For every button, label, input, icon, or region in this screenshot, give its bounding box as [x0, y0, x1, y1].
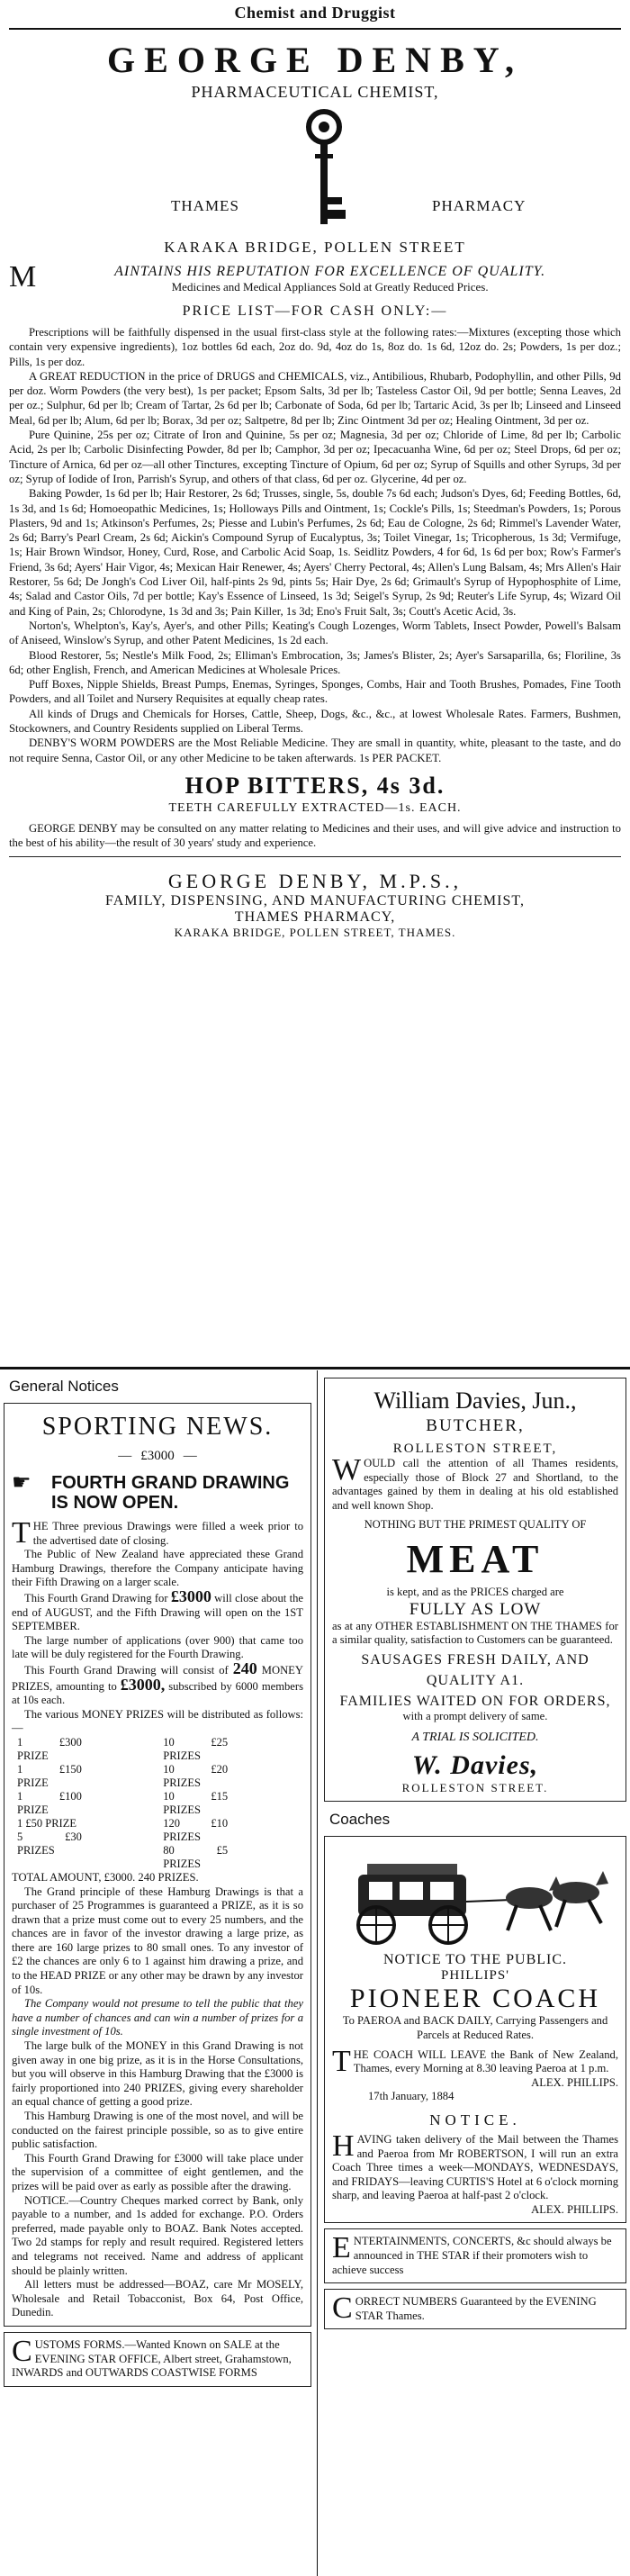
- sporting-paragraph: The large number of applications (over 900) that came too late will be duly registered for the Fourth Drawing.: [12, 1633, 303, 1661]
- hop-bitters-line: HOP BITTERS, 4s 3d.: [184, 772, 446, 799]
- drop-cap: T: [12, 1516, 31, 1550]
- prize-amount: — £3000 —: [118, 1449, 197, 1463]
- key-icon: [292, 107, 356, 233]
- drop-cap: C: [332, 2291, 353, 2326]
- mail-notice-signature: ALEX. PHILLIPS.: [531, 2202, 618, 2216]
- paragraph-text: will close about the end of AUGUST, and the Fifth Drawing will open on the 1ST SEPTEMBER.: [12, 1591, 303, 1633]
- sporting-title: SPORTING NEWS.: [41, 1413, 274, 1441]
- amount-text: £3000: [170, 1586, 212, 1605]
- paragraph-text: This Fourth Grand Drawing will consist of: [24, 1663, 229, 1677]
- paragraph-text: OULD call the attention of all Thames residents, especially those of Block 27 and Shortland, to the advantages gained by them in dealing at his old established and well known Shop.: [332, 1457, 618, 1512]
- prize-row: 120 £10 PRIZES: [163, 1816, 229, 1843]
- price-list-heading: PRICE LIST—FOR CASH ONLY:—: [182, 303, 448, 319]
- prize-column: [17, 1736, 152, 1871]
- customs-text: USTOMS FORMS.—Wanted Known on SALE at the EVENING STAR OFFICE, Albert street, Grahamstown, INWARDS and OUTWARDS COASTWISE FORMS: [12, 2337, 292, 2380]
- prize-row: 5 £30 PRIZES: [17, 1830, 82, 1857]
- left-column: [4, 1374, 311, 2392]
- maintains-text: AINTAINS HIS REPUTATION FOR EXCELLENCE OF QUALITY.: [114, 264, 546, 279]
- logo-left-label: THAMES: [171, 197, 239, 214]
- amount-text: £3000: [140, 1449, 175, 1463]
- price-paragraph: Baking Powder, 1s 6d per lb; Hair Restorer, 2s 6d; Trusses, single, 5s, double 7s 6d each; Judson's Dyes, 6d; Feeding Bottles, 6d, 1s 3d, and 1s 6d; Homoeopathic Medicines, 1s; Holloways Pills and Ointment, 1s; Cockle's Pills, 1s; Steedman's Powders, 1s; Porous Plasters, 9d and 1s; Atkinson's Perfumes, 2s; Piesse and Lubin's Perfumes, 2s 6d; Eau de Cologne, 2s 6d; Rimmel's Lavender Water, 2s 6d; Barry's Pearl Cream, 2s 6d; Aickin's Compound Syrup of Eucalyptus, 3s; Toilet Vinegar, 1s; Tricopherous, 1s 3d; Vermifuge, 1s; Hair Brown Windsor, Honey, Curd, Rose, and Carbolic Acid Soap, 1s. Seidlitz Powders, 4 for 6d, 1s 6d per box; Row's Farmer's Friend, 3s 6d; Ayers' Hair Vigor, 4s; Mexican Hair Renewer, 4s; Ayers' Cherry Pectoral, 4s; Allen's Lung Balsam, 4s; Mrs Allen's Hair Restorer, 5s 6d; De Jongh's Cod Liver Oil, half-pints 2s 9d, pints 5s; Hair Dye, 2s 6d; Grimault's Syrup of Hypophosphite of Lime, 4s; Salad and Castor Oils, 7d per bottle; Kay's Essence of Linseed, 1s 3d; Seigel's Syrup, 2s 9d; Reuter's Life Syrup, 4s; Wizard Oil and King of Pain, 2s; Chlorodyne, 1s 3d and 3s; Pain Killer, 1s 3d; Eno's Fruit Salt, 3s; Coutt's Acetic Acid, 3s.: [9, 487, 621, 618]
- prize-row: 10 £25 PRIZES: [163, 1735, 229, 1762]
- families-line: FAMILIES WAITED ON FOR ORDERS,: [339, 1693, 611, 1709]
- entertainments-text: NTERTAINMENTS, CONCERTS, &c should always be announced in THE STAR if their promoters wish to achieve success: [332, 2235, 612, 2276]
- butcher-name: William Davies, Jun.,: [374, 1387, 577, 1414]
- right-column: [324, 1374, 626, 2335]
- sporting-paragraph: The Grand principle of these Hamburg Drawings is that a purchaser of 25 Programmes is guaranteed a PRIZE, as it is so drawn that a prize must come out to every 25 numbers, and the chances are in favor of the investor drawing a large prize, as there are 160 large prizes to 80 small ones. To any investor of £2 the chances are only 6 to 1 against him drawing a prize, and to the HEAD PRIZE or any other may be drawn by any investor of 10s.: [12, 1885, 303, 1996]
- coach-signature: ALEX. PHILLIPS.: [531, 2075, 618, 2089]
- prize-row: 1 £300 PRIZE: [17, 1735, 82, 1762]
- price-paragraph: Prescriptions will be faithfully dispensed in the usual first-class style at the following rates:—Mixtures (excepting those which contain very expensive ingredients), 1oz bottles 6d each, 2oz do. 9d, 4oz do 1s, 8oz do. 1s 6d, 12oz do. 2s; Powders, 1s per doz.; Pills, 1s per doz.: [9, 326, 621, 368]
- signature-line: THAMES PHARMACY,: [234, 908, 396, 925]
- chemist-title: PHARMACEUTICAL CHEMIST,: [191, 83, 439, 101]
- paragraph-text: This Fourth Grand Drawing for: [24, 1591, 168, 1604]
- column-heading: Coaches: [329, 1811, 391, 1829]
- consult-paragraph: GEORGE DENBY may be consulted on any matter relating to Medicines and their uses, and will give advice and instruction to the best of his ability—the result of 30 years' study and experience.: [9, 821, 621, 850]
- sausages-line: SAUSAGES FRESH DAILY, AND: [361, 1651, 590, 1668]
- price-paragraph: All kinds of Drugs and Chemicals for Horses, Cattle, Sheep, Dogs, &c., &c., at lowest Wholesale Rates. Farmers, Bushmen, Stockowners, and Country Residents supplied on Liberal Terms.: [9, 707, 621, 736]
- prize-row: 1 £150 PRIZE: [17, 1762, 82, 1789]
- sporting-body: [12, 1516, 303, 2320]
- prize-row: 1 £100 PRIZE: [17, 1789, 82, 1816]
- signature-line: KARAKA BRIDGE, POLLEN STREET, THAMES.: [174, 925, 456, 939]
- prize-row: 10 £15 PRIZES: [163, 1789, 229, 1816]
- paragraph-text: MONEY PRIZES, amounting to: [12, 1663, 303, 1693]
- correct-numbers-ad: [324, 2289, 626, 2329]
- sporting-news-ad: [4, 1403, 311, 2327]
- divider: [9, 856, 621, 857]
- sporting-paragraph: The Public of New Zealand have appreciated these Grand Hamburg Drawings, therefore the Company anticipate having their Fifth Drawing on a larger scale.: [12, 1548, 303, 1589]
- butcher-paragraph: is kept, and as the PRICES charged are: [386, 1585, 564, 1598]
- butcher-street: ROLLESTON STREET,: [392, 1442, 558, 1456]
- paragraph-text: HE COACH WILL LEAVE the Bank of New Zealand, Thames, every Morning at 8.30 leaving Paeroa at 1 p.m.: [353, 2047, 618, 2075]
- sporting-paragraph: The various MONEY PRIZES will be distributed as follows:—: [12, 1707, 303, 1735]
- sporting-paragraph: The Company would not presume to tell the public that they have a number of chances and can win a number of prizes for a single investment of 10s.: [12, 1997, 303, 2038]
- mail-notice-paragraph: [332, 2129, 618, 2203]
- pioneer-coach-ad: [324, 1836, 626, 2223]
- prize-row: 80 £5 PRIZES: [163, 1843, 229, 1870]
- meat-heading: MEAT: [406, 1536, 544, 1581]
- sporting-paragraph: [12, 1659, 303, 1708]
- teeth-line: TEETH CAREFULLY EXTRACTED—1s. EACH.: [168, 800, 462, 815]
- sausages-line: QUALITY A1.: [426, 1672, 525, 1688]
- notice-public-heading: NOTICE TO THE PUBLIC.: [382, 1952, 568, 1968]
- column-heading: General Notices: [9, 1378, 119, 1395]
- chemist-address: KARAKA BRIDGE, POLLEN STREET: [164, 239, 466, 256]
- drop-cap: E: [332, 2231, 351, 2265]
- paragraph-text: subscribed by 6000 members at 10s each.: [12, 1679, 303, 1707]
- delivery-line: with a prompt delivery of same.: [402, 1709, 548, 1722]
- price-paragraph: Puff Boxes, Nipple Shields, Breast Pumps, Enemas, Syringes, Sponges, Combs, Hair and Tooth Brushes, Pomades, Fine Tooth Powders, and all Toilet and Nursery Requisites at equally cheap rates.: [9, 678, 621, 706]
- divider: [9, 28, 621, 30]
- price-list-body: [9, 325, 621, 765]
- sporting-paragraph: NOTICE.—Country Cheques marked correct by Bank, only payable to a number, and 1s added for exchange. P.O. Orders preferred, made payable only to BOAZ. Bank Notes accepted. Two 2d stamps for reply and result required. Registered letters and telegrams not received. Name and address of applicant should be plainly written.: [12, 2193, 303, 2277]
- prize-total: TOTAL AMOUNT, £3000. 240 PRIZES.: [12, 1870, 199, 1884]
- column-top-rule: [0, 1367, 630, 1369]
- prize-row: 10 £20 PRIZES: [163, 1762, 229, 1789]
- amount-text: £3000,: [120, 1675, 166, 1694]
- price-paragraph: DENBY'S WORM POWDERS are the Most Reliable Medicine. They are small in quantity, white, pleasant to the taste, and do not require Senna, Castor Oil, or any other Medicine to be taken afterwards. 1s PER PACKET.: [9, 737, 621, 764]
- butcher-paragraph: NOTHING BUT THE PRIMEST QUALITY OF: [364, 1518, 587, 1532]
- fourth-text: FOURTH GRAND DRAWING IS NOW OPEN.: [51, 1473, 290, 1513]
- butcher-signature-street: ROLLESTON STREET.: [401, 1781, 549, 1795]
- price-paragraph: Norton's, Whelpton's, Kay's, Ayer's, and other Pills; Keating's Cough Lozenges, Worm Tablets, Insect Powder, Powell's Balsam of Aniseed, Winslow's Syrup, and other Patent Medicines, 1s 2d each.: [9, 619, 621, 647]
- butcher-trade: BUTCHER,: [426, 1416, 525, 1435]
- paragraph-text: HE Three previous Drawings were filled a week prior to the advertised date of closing.: [32, 1520, 303, 1547]
- section-title: Chemist and Druggist: [234, 4, 396, 22]
- price-paragraph: A GREAT REDUCTION in the price of DRUGS and CHEMICALS, viz., Antibilious, Rhubarb, Podophyllin, and other Pills, 9d per doz. Worm Powders (the very best), 1s per packet; Epsom Salts, 3d per lb; Tasteless Castor Oil, 9d per bottle; Senna Leaves, 2d per oz.; Sulphur, 6d per lb; Cream of Tartar, 2s 6d per lb; Carbonate of Soda, 6d per lb; Tartaric Acid, 3s per lb; Linseed and Linseed Meal, 6d per lb; Alum, 6d per lb; Borax, 3d per oz; Saltpetre, 8d per lb; Zinc Ointment 3d per oz; Healing Ointment, 3d per oz.: [9, 369, 621, 427]
- trial-line: A TRIAL IS SOLICITED.: [411, 1731, 539, 1745]
- drop-cap: W: [332, 1453, 362, 1487]
- entertainments-ad: [324, 2228, 626, 2283]
- prize-count: 240: [232, 1659, 257, 1677]
- fourth-drawing-heading: [12, 1470, 303, 1513]
- drop-cap: H: [332, 2129, 355, 2163]
- correct-numbers-text: ORRECT NUMBERS Guaranteed by the EVENING STAR Thames.: [355, 2295, 597, 2322]
- sporting-paragraph: This Hamburg Drawing is one of the most novel, and will be conducted on the fairest principle possible, so as to give entire public satisfaction.: [12, 2110, 303, 2151]
- phillips-label: PHILLIPS': [441, 1968, 509, 1984]
- butcher-paragraph: [332, 1453, 618, 1513]
- fully-as-low: FULLY AS LOW: [409, 1599, 542, 1619]
- column-divider: [317, 1370, 318, 2576]
- drop-cap: M: [9, 260, 37, 294]
- drop-cap: C: [12, 2334, 32, 2368]
- consult-paragraph-wrap: [9, 821, 621, 851]
- sporting-paragraph: This Fourth Grand Drawing for £3000 will take place under the supervision of a committee of eight gentlemen, and the prizes will be paid over as early as possible after the drawing.: [12, 2151, 303, 2192]
- signature-line: FAMILY, DISPENSING, AND MANUFACTURING CHEMIST,: [105, 892, 525, 908]
- maintains-subline: Medicines and Medical Appliances Sold at Greatly Reduced Prices.: [171, 280, 489, 294]
- butcher-body: [332, 1453, 618, 1532]
- customs-forms-ad: [4, 2332, 311, 2387]
- paragraph-text: AVING taken delivery of the Mail between the Thames and Paeroa from Mr ROBERTSON, I will run an extra Coach Three times a week—MONDAYS, WEDNESDAYS, and FRIDAYS—leaving CURTIS'S Hotel at 6 o'clock morning sharp, and leaving Paeroa at half-past 2 o'clock.: [332, 2132, 618, 2202]
- price-paragraph: Blood Restorer, 5s; Nestle's Milk Food, 2s; Elliman's Embrocation, 3s; James's Blister, 2s; Ayer's Sarsaparilla, 6s; Floriline, 3s 6d; other English, French, and American Medicines at Wholesale Prices.: [9, 648, 621, 676]
- stagecoach-icon: [340, 1848, 610, 1947]
- sporting-paragraph: The large bulk of the MONEY in this Grand Drawing is not given away in one big prize, as it is in the Horse Consultations, but you will observe in this Hamburg Drawing that the £3000 is fairly proportioned into 240 PRIZES, giving every shareholder an equal chance of getting a good prize.: [12, 2039, 303, 2109]
- pioneer-coach-title: PIONEER COACH: [349, 1984, 601, 2014]
- coach-paragraph: To PAEROA and BACK DAILY, Carrying Passengers and Parcels at Reduced Rates.: [342, 2014, 608, 2041]
- prize-table: [12, 1736, 303, 1871]
- prize-column: [163, 1736, 298, 1871]
- butcher-signature: W. Davies,: [411, 1750, 539, 1781]
- sporting-paragraph: [12, 1586, 303, 1634]
- butcher-ad: [324, 1378, 626, 1802]
- price-paragraph: Pure Quinine, 25s per oz; Citrate of Iron and Quinine, 5s per oz; Magnesia, 3d per oz; Chloride of Lime, 8d per lb; Carbolic Acid, 2s per lb; Carbolic Disinfecting Powder, 8d per lb; Camphor, 3d per oz; Ipecacuanha Wine, 6d per oz; Steel Drops, 6d per oz; Tincture of Arnica, 6d per oz—all other Tinctures, excepting Tincture of Opium, 6d per oz; Syrup of Squills and other Syrups, 3d per oz; Syrup of Iodide of Iron, Parrish's Syrup, and others of that class, 6d per oz. Glycerine, 4d per oz.: [9, 429, 621, 485]
- pointing-hand-icon: ☛: [12, 1470, 32, 1495]
- coach-date: 17th January, 1884: [368, 2090, 454, 2103]
- prize-row: 1 £50 PRIZE: [17, 1816, 76, 1830]
- coach-paragraph: [332, 2044, 618, 2078]
- drop-cap: T: [332, 2044, 351, 2078]
- logo-row: [9, 102, 621, 237]
- butcher-paragraph: as at any OTHER ESTABLISHMENT ON THE THAMES for a similar quality, satisfaction to Customers can be guaranteed.: [332, 1619, 618, 1647]
- logo-right-label: PHARMACY: [432, 197, 526, 214]
- sporting-paragraph: All letters must be addressed—BOAZ, care Mr MOSELY, Wholesale and Retail Tobacconist, Box 64, Post Office, Dunedin.: [12, 2278, 303, 2319]
- sporting-paragraph: [12, 1516, 303, 1550]
- signature-name: GEORGE DENBY, M.P.S.,: [167, 869, 463, 892]
- notice-heading: NOTICE.: [429, 2111, 521, 2129]
- chemist-name: GEORGE DENBY,: [107, 40, 523, 80]
